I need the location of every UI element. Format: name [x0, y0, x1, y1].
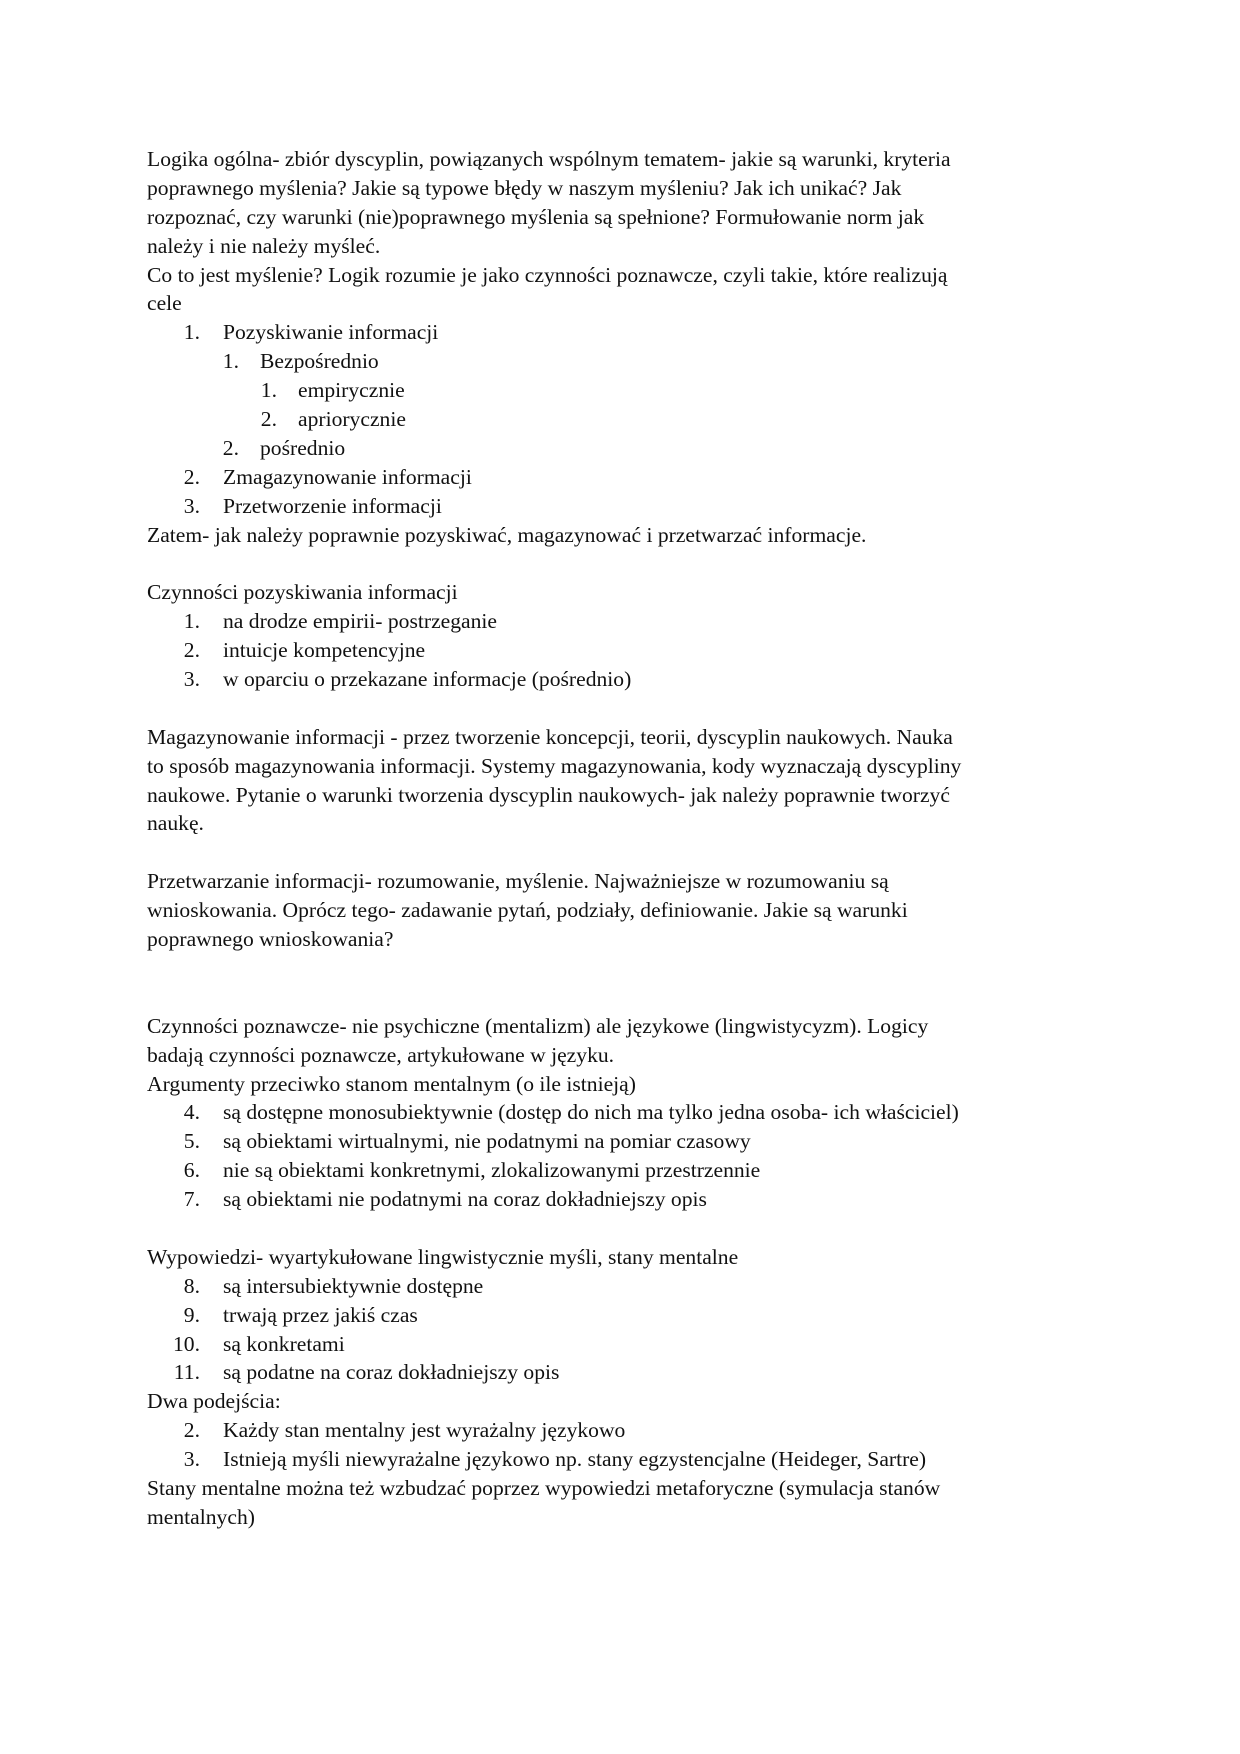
list-text: są dostępne monosubiektywnie (dostęp do nich ma tylko jedna osoba- ich właściciel) — [223, 1100, 959, 1125]
text-line: Magazynowanie informacji - przez tworzenie koncepcji, teorii, dyscyplin naukowych. Nauka — [147, 724, 953, 749]
text-line: naukę. — [147, 811, 204, 836]
list-item — [147, 1301, 1087, 1330]
list-number: 3. — [183, 1447, 200, 1472]
section-heading: Czynności pozyskiwania informacji — [147, 580, 458, 605]
intro-paragraph — [147, 145, 1087, 318]
text-line: wnioskowania. Oprócz tego- zadawanie pytań, podziały, definiowanie. Jakie są warunki — [147, 898, 908, 923]
storage-paragraph — [147, 723, 1087, 839]
acquisition-section — [147, 578, 1087, 694]
paragraph-gap — [147, 694, 1087, 723]
list-number: 5. — [183, 1129, 200, 1154]
thinking-list — [147, 318, 1087, 520]
approaches-section — [147, 1387, 1087, 1531]
list-number: 7. — [183, 1187, 200, 1212]
text-line: to sposób magazynowania informacji. Systemy magazynowania, kody wyznaczają dyscypliny — [147, 753, 962, 778]
list-item — [147, 1445, 1087, 1474]
list-number: 6. — [183, 1158, 200, 1183]
list-text: w oparciu o przekazane informacje (pośrednio) — [223, 667, 632, 692]
list-text: są konkretami — [223, 1331, 345, 1356]
text-line: Czynności poznawcze- nie psychiczne (mentalizm) ale językowe (lingwistycyzm). Logicy — [147, 1013, 929, 1038]
list-item — [147, 1185, 1087, 1214]
therefore-line: Zatem- jak należy poprawnie pozyskiwać, magazynować i przetwarzać informacje. — [147, 522, 867, 547]
list-number: 9. — [183, 1302, 200, 1327]
list-text: nie są obiektami konkretnymi, zlokalizowanymi przestrzennie — [223, 1158, 761, 1183]
list-item — [147, 347, 1087, 376]
text-line: mentalnych) — [147, 1504, 255, 1529]
list-number: 8. — [183, 1273, 200, 1298]
list-number: 3. — [183, 493, 200, 518]
section-heading: Dwa podejścia: — [147, 1389, 281, 1414]
list-text: Istnieją myśli niewyrażalne językowo np. stany egzystencjalne (Heideger, Sartre) — [223, 1447, 927, 1472]
list-number: 1. — [222, 349, 239, 374]
list-number: 1. — [183, 320, 200, 345]
list-item — [147, 1358, 1087, 1387]
list-text: Pozyskiwanie informacji — [223, 320, 439, 345]
list-number: 1. — [260, 378, 277, 403]
list-number: 10. — [173, 1331, 200, 1356]
list-text: Każdy stan mentalny jest wyrażalny językowo — [223, 1418, 626, 1443]
list-item — [147, 1272, 1087, 1301]
list-item — [147, 463, 1087, 492]
paragraph-gap — [147, 1214, 1087, 1243]
list-item — [147, 492, 1087, 521]
list-text: trwają przez jakiś czas — [223, 1302, 418, 1327]
list-text: intuicje kompetencyjne — [223, 638, 426, 663]
list-item — [147, 1127, 1087, 1156]
list-text: są obiektami nie podatnymi na coraz dokładniejszy opis — [223, 1187, 707, 1212]
utterances-section — [147, 1243, 1087, 1387]
list-item — [147, 1098, 1087, 1127]
list-text: są intersubiektywnie dostępne — [223, 1273, 484, 1298]
paragraph-gap — [147, 838, 1087, 867]
text-line: Przetwarzanie informacji- rozumowanie, myślenie. Najważniejsze w rozumowaniu są — [147, 869, 889, 894]
list-text: Bezpośrednio — [260, 349, 379, 374]
list-text: pośrednio — [260, 435, 346, 460]
text-line: poprawnego wnioskowania? — [147, 927, 394, 952]
text-line: badają czynności poznawcze, artykułowane w języku. — [147, 1042, 615, 1067]
list-number: 1. — [183, 609, 200, 634]
processing-paragraph — [147, 867, 1087, 954]
list-item — [147, 434, 1087, 463]
list-number: 4. — [183, 1100, 200, 1125]
text-line: Co to jest myślenie? Logik rozumie je jako czynności poznawcze, czyli takie, które realizują — [147, 262, 948, 287]
list-item — [147, 607, 1087, 636]
list-number: 2. — [183, 638, 200, 663]
list-item — [147, 1416, 1087, 1445]
text-line: należy i nie należy myśleć. — [147, 233, 381, 258]
paragraph-gap — [147, 549, 1087, 578]
cognitive-section — [147, 1012, 1087, 1214]
list-item — [147, 1156, 1087, 1185]
text-line: Stany mentalne można też wzbudzać poprzez wypowiedzi metaforyczne (symulacja stanów — [147, 1475, 941, 1500]
text-line: cele — [147, 291, 182, 316]
list-number: 2. — [183, 464, 200, 489]
list-item — [147, 405, 1087, 434]
list-text: empirycznie — [298, 378, 405, 403]
text-line: Argumenty przeciwko stanom mentalnym (o ile istnieją) — [147, 1071, 636, 1096]
list-text: apriorycznie — [298, 407, 406, 432]
section-heading: Wypowiedzi- wyartykułowane lingwistycznie myśli, stany mentalne — [147, 1244, 739, 1269]
list-number: 3. — [183, 667, 200, 692]
list-number: 2. — [222, 435, 239, 460]
text-line: naukowe. Pytanie o warunki tworzenia dyscyplin naukowych- jak należy poprawnie tworzyć — [147, 782, 950, 807]
list-text: na drodze empirii- postrzeganie — [223, 609, 498, 634]
list-number: 2. — [260, 407, 277, 432]
list-item — [147, 318, 1087, 347]
list-number: 11. — [173, 1360, 200, 1385]
paragraph-gap — [147, 954, 1087, 1012]
list-text: Zmagazynowanie informacji — [223, 464, 472, 489]
list-text: są obiektami wirtualnymi, nie podatnymi na pomiar czasowy — [223, 1129, 751, 1154]
list-item — [147, 636, 1087, 665]
list-text: są podatne na coraz dokładniejszy opis — [223, 1360, 560, 1385]
text-line: poprawnego myślenia? Jakie są typowe błędy w naszym myśleniu? Jak ich unikać? Jak — [147, 175, 902, 200]
text-line: Logika ogólna- zbiór dyscyplin, powiązanych wspólnym tematem- jakie są warunki, kryteria — [147, 147, 951, 171]
list-item — [147, 665, 1087, 694]
document-page — [147, 145, 1087, 1532]
list-text: Przetworzenie informacji — [223, 493, 442, 518]
list-item — [147, 1330, 1087, 1359]
list-item — [147, 376, 1087, 405]
list-number: 2. — [183, 1418, 200, 1443]
text-line: rozpoznać, czy warunki (nie)poprawnego myślenia są spełnione? Formułowanie norm jak — [147, 204, 925, 229]
